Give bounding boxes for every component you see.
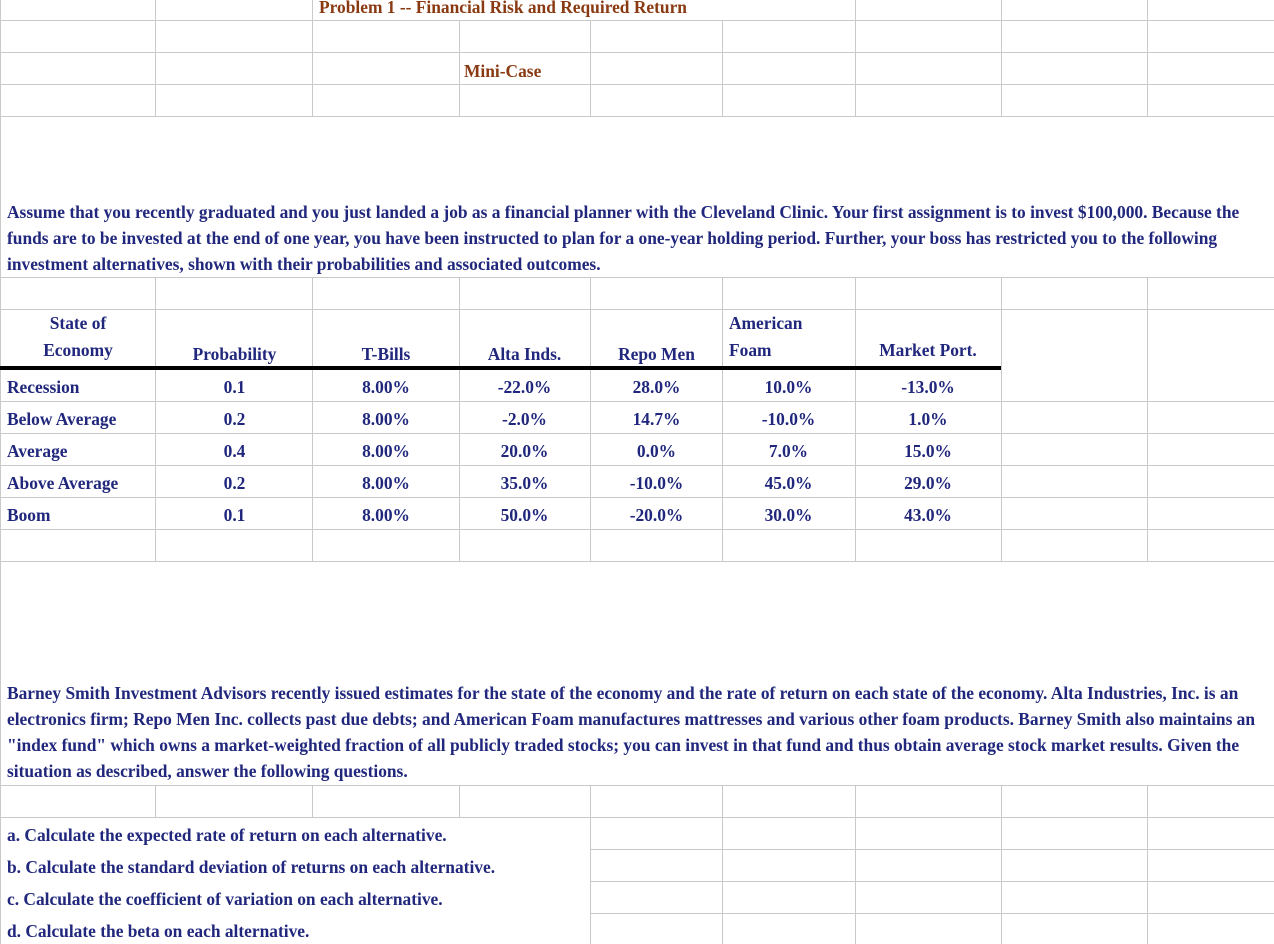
row-probability: 0.1 <box>223 505 246 525</box>
row-alta: -22.0% <box>497 377 552 397</box>
row-alta: 20.0% <box>500 441 549 461</box>
row-probability: 0.1 <box>223 377 246 397</box>
row-market: -13.0% <box>901 377 955 397</box>
header-underline <box>0 366 1001 370</box>
row-foam: 10.0% <box>764 377 813 397</box>
row-foam: 30.0% <box>764 505 813 525</box>
row-state: Boom <box>7 505 51 525</box>
row-market: 29.0% <box>904 473 952 493</box>
row-repo: 14.7% <box>632 409 681 429</box>
row-alta: -2.0% <box>502 409 547 429</box>
row-state: Average <box>7 441 68 461</box>
row-tbills: 8.00% <box>362 441 410 461</box>
row-foam: 7.0% <box>768 441 809 461</box>
col-header-market: Market Port. <box>879 340 977 360</box>
row-foam: 45.0% <box>764 473 813 493</box>
row-foam: -10.0% <box>761 409 816 429</box>
row-state: Above Average <box>7 473 119 493</box>
question-d: d. Calculate the beta on each alternative. <box>7 921 310 941</box>
row-alta: 35.0% <box>500 473 549 493</box>
row-tbills: 8.00% <box>362 505 410 525</box>
row-probability: 0.2 <box>223 409 246 429</box>
row-repo: 28.0% <box>632 377 681 397</box>
row-tbills: 8.00% <box>362 377 410 397</box>
row-alta: 50.0% <box>500 505 549 525</box>
row-market: 1.0% <box>908 409 948 429</box>
question-c: c. Calculate the coefficient of variation on each alternative. <box>7 889 443 909</box>
col-header-tbills: T-Bills <box>361 344 411 364</box>
col-header-probability: Probability <box>192 344 277 364</box>
col-header-state-line2: Economy <box>43 340 113 360</box>
row-market: 43.0% <box>904 505 952 525</box>
row-repo: -20.0% <box>629 505 684 525</box>
question-b: b. Calculate the standard deviation of returns on each alternative. <box>7 857 496 877</box>
row-state: Recession <box>7 377 80 397</box>
mini-case-label: Mini-Case <box>464 61 542 81</box>
col-header-american: American <box>729 313 803 333</box>
page-title: Problem 1 -- Financial Risk and Required Return <box>319 0 687 17</box>
intro-paragraph: Assume that you recently graduated and you just landed a job as a financial planner with the Cleveland Clinic. Your first assignment is to invest $100,000. Because the funds are to be invested at the end of one year, you have been instructed to plan for a one-year holding period. Further, your boss has restricted you to the following investment alternatives, shown with their probabilities and associated outcomes. <box>7 202 1240 274</box>
description-paragraph: Barney Smith Investment Advisors recently issued estimates for the state of the economy and the rate of return on each state of the economy. Alta Industries, Inc. is an electronics firm; Repo Men Inc. collects past due debts; and American Foam manufactures mattresses and various other foam products. Barney Smith also maintains an "index fund" which owns a market-weighted fraction of all publicly traded stocks; you can invest in that fund and thus obtain average stock market results. Given the situation as described, answer the following questions. <box>7 683 1256 781</box>
row-repo: 0.0% <box>636 441 677 461</box>
row-tbills: 8.00% <box>362 409 410 429</box>
row-probability: 0.2 <box>223 473 246 493</box>
col-header-alta: Alta Inds. <box>487 344 562 364</box>
row-probability: 0.4 <box>223 441 246 461</box>
row-tbills: 8.00% <box>362 473 410 493</box>
col-header-state: State of <box>49 313 107 333</box>
row-market: 15.0% <box>904 441 952 461</box>
col-header-american-line2: Foam <box>729 340 772 360</box>
col-header-repo: Repo Men <box>618 344 695 364</box>
row-repo: -10.0% <box>629 473 684 493</box>
question-a: a. Calculate the expected rate of return on each alternative. <box>7 825 447 845</box>
row-state: Below Average <box>7 409 117 429</box>
